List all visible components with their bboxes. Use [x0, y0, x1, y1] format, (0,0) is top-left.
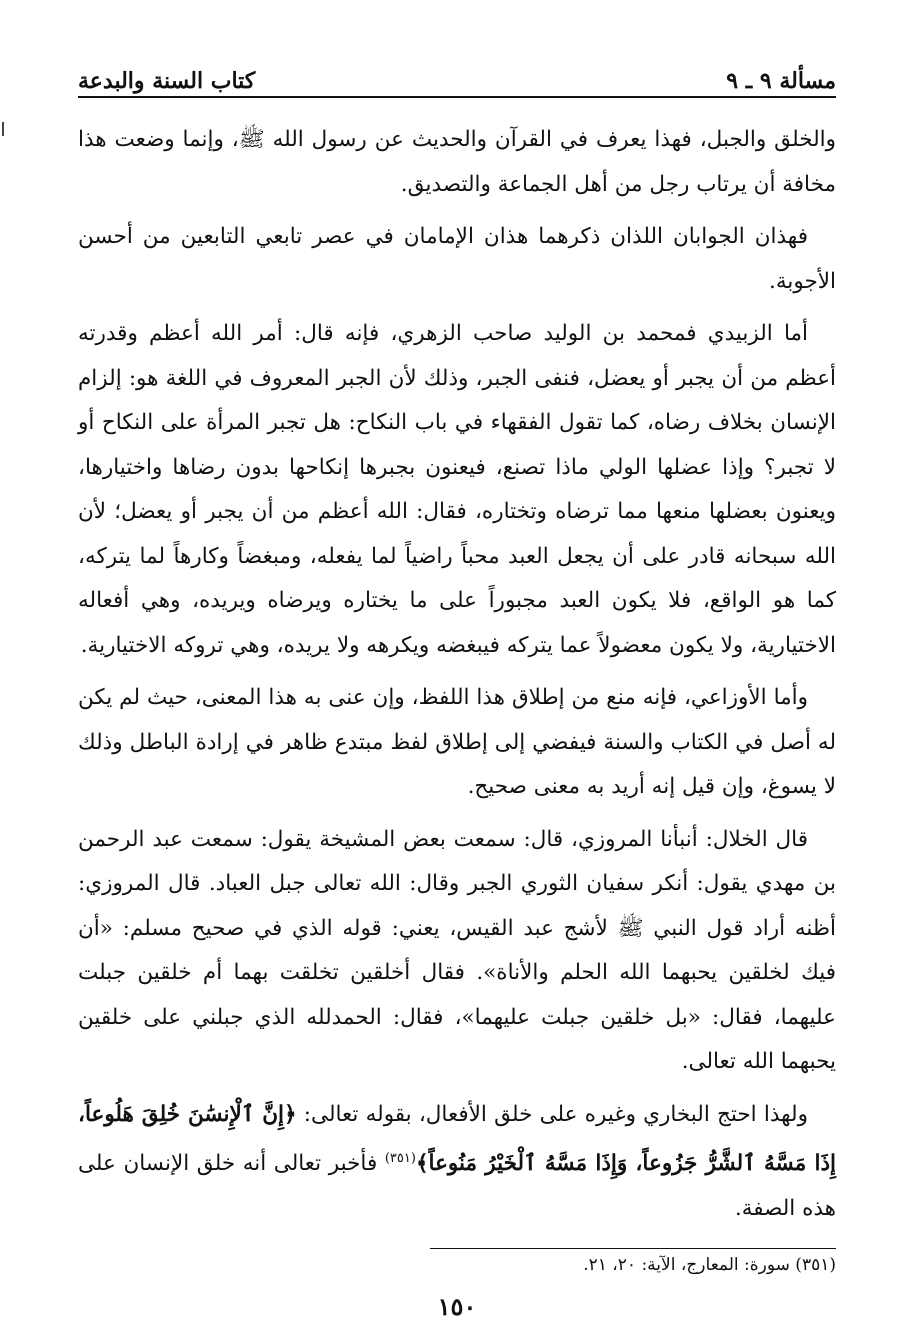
paragraph-2: فهذان الجوابان اللذان ذكرهما هذان الإمامان في عصر تابعي التابعين من أحسن الأجوبة. [78, 224, 836, 294]
footnote: (٣٥١) سورة: المعارج، الآية: ٢٠، ٢١. [583, 1255, 836, 1275]
header-section-number: مسألة ٩ ـ ٩ [726, 68, 836, 94]
paragraph-5: قال الخلال: أنبأنا المروزي، قال: سمعت بعض المشيخة يقول: سمعت عبد الرحمن بن مهدي يقول: أنكر سفيان الثوري الجبر وقال: الله تعالى جبل العباد. قال المروزي: أظنه أراد قول النبي ﷺ لأشج عبد القيس، يعني: قوله الذي في صحيح مسلم: «أن فيك لخلقين يحبهما الله الحلم والأناة». فقال أخلقين تخلقت بهما أم خلقين جبلت عليهما، فقال: «بل خلقين جبلت عليهما»، فقال: الحمدلله الذي جبلني على خلقين يحبهما الله تعالى. [78, 826, 836, 1074]
paragraph-1: والخلق والجبل، فهذا يعرف في القرآن والحديث عن رسول الله ﷺ، وإنما وضعت هذا مخافة أن يرتاب رجل من أهل الجماعة والتصديق. [78, 127, 836, 197]
paragraph-6-intro: ولهذا احتج البخاري وغيره على خلق الأفعال، بقوله تعالى: [296, 1101, 808, 1127]
quran-verse: ﴿إِنَّ ٱلْإِنسَٰنَ خُلِقَ هَلُوعاً، إِذَا مَسَّهُ ٱلشَّرُّ جَزُوعاً، وَإِذَا مَسَّهُ ٱلْخَيْرُ مَنُوعاً﴾ [78, 1101, 837, 1177]
main-text [78, 118, 836, 1239]
header-divider [78, 96, 836, 98]
header-book-title: كتاب السنة والبدعة [78, 68, 256, 94]
scan-edge-mark [2, 122, 4, 136]
footnote-ref: (٣٥١) [384, 1151, 416, 1166]
page-number: ١٥٠ [437, 1292, 477, 1321]
paragraph-6-conclusion: فأخبر تعالى أنه خلق الإنسان على هذه الصفة. [78, 1151, 836, 1221]
paragraph-6 [78, 1093, 836, 1232]
paragraph-4: وأما الأوزاعي، فإنه منع من إطلاق هذا اللفظ، وإن عنى به هذا المعنى، حيث لم يكن له أصل في الكتاب والسنة فيفضي إلى إطلاق لفظ مبتدع ظاهر في إرادة الباطل وذلك لا يسوغ، وإن قيل إنه أريد به معنى صحيح. [78, 685, 836, 799]
footnote-divider [430, 1248, 836, 1249]
paragraph-3: أما الزبيدي فمحمد بن الوليد صاحب الزهري، فإنه قال: أمر الله أعظم وقدرته أعظم من أن يجبر أو يعضل، فنفى الجبر، وذلك لأن الجبر المعروف في اللغة هو: إلزام الإنسان بخلاف رضاه، كما تقول الفقهاء في باب النكاح: هل تجبر المرأة على النكاح أو لا تجبر؟ وإذا عضلها الولي ماذا تصنع، فيعنون بجبرها إنكاحها بدون رضاها واختيارها، ويعنون بعضلها منعها مما ترضاه وتختاره، فقال: الله أعظم من أن يجبر أو يعضل؛ لأن الله سبحانه قادر على أن يجعل العبد محباً راضياً لما يفعله، ومبغضاً وكارهاً لما يتركه، كما هو الواقع، فلا يكون العبد مجبوراً على ما يختاره ويرضاه ويريده، وهي أفعاله الاختيارية، ولا يكون معضولاً عما يتركه فيبغضه ويكرهه ولا يريده، وهي تروكه الاختيارية. [78, 321, 836, 658]
running-header [78, 60, 836, 94]
